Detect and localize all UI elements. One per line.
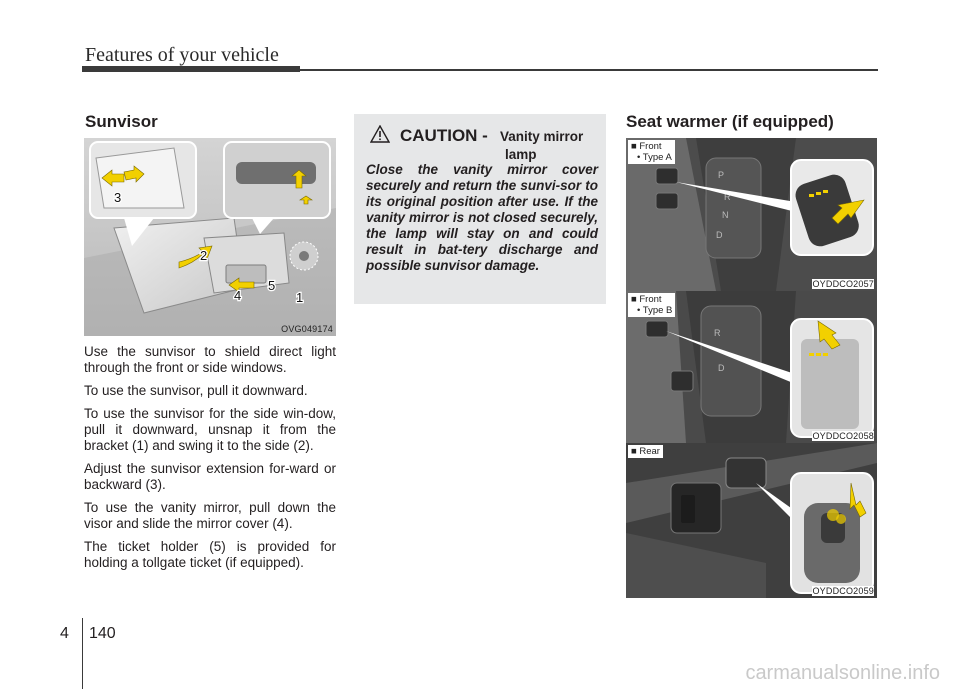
callout-3: 3 (114, 190, 122, 205)
figure-label (628, 293, 675, 317)
seat-warmer-heading: Seat warmer (if equipped) (626, 112, 834, 131)
paragraph: Adjust the sunvisor extension for-ward or backward (3). (84, 461, 336, 492)
header-rule-thin (300, 69, 878, 71)
caution-subject-line2: lamp (505, 147, 537, 162)
figure-code: OYDDCO2057 (812, 279, 874, 289)
sunvisor-heading: Sunvisor (85, 112, 158, 131)
sunvisor-illustration (84, 138, 336, 336)
page-header-title: Features of your vehicle (85, 44, 279, 66)
sunvisor-body-text (84, 344, 336, 578)
figure-label-line2: • Type B (637, 305, 673, 316)
figure-code: OYDDCO2058 (812, 431, 874, 441)
warning-triangle-icon (370, 125, 390, 143)
door-panel-drawing (626, 443, 877, 598)
paragraph: To use the sunvisor for the side win-dow, pull it downward, unsnap it from the bracket (1) and swing it to the side (2). (84, 406, 336, 453)
caution-label: CAUTION - (400, 126, 488, 145)
footer-divider (82, 618, 83, 689)
figure-label (628, 445, 663, 458)
callout-1: 1 (296, 290, 304, 305)
callout-2: 2 (200, 248, 208, 263)
caution-subject-line1: Vanity mirror (500, 129, 584, 144)
seat-warmer-front-type-b-image (626, 291, 877, 443)
header-rule-thick (82, 66, 300, 72)
paragraph: To use the sunvisor, pull it downward. (84, 383, 308, 398)
sunvisor-drawing (84, 138, 336, 336)
seat-warmer-rear-image (626, 443, 877, 598)
chapter-number: 4 (60, 625, 69, 642)
callout-5: 5 (268, 278, 276, 293)
figure-label (628, 140, 675, 164)
svg-text:D: D (716, 230, 723, 240)
callout-4: 4 (234, 288, 242, 303)
svg-text:N: N (722, 210, 729, 220)
paragraph: The ticket holder (5) is provided for holding a tollgate ticket (if equipped). (84, 539, 336, 570)
seat-warmer-front-type-a-image (626, 138, 877, 291)
figure-label-line2: • Type A (637, 152, 672, 163)
sunvisor-figure-code: OVG049174 (281, 324, 333, 334)
figure-code: OYDDCO2059 (812, 586, 874, 596)
svg-text:P: P (718, 170, 725, 180)
caution-body-text: Close the vanity mirror cover securely and return the sunvi-sor to its original position after use. If the vanity mirror is not closed securely, the lamp will stay on and could result in bat-tery discharge and possible sunvisor damage. (366, 162, 598, 273)
paragraph: Use the sunvisor to shield direct light through the front or side windows. (84, 344, 336, 375)
figure-label-line1: ■ Front (631, 141, 662, 152)
svg-text:R: R (714, 328, 721, 338)
watermark: carmanualsonline.info (745, 662, 940, 684)
figure-label-line1: ■ Front (631, 294, 662, 305)
figure-label-line1: ■ Rear (631, 446, 660, 457)
page-number: 140 (89, 625, 116, 642)
svg-text:R: R (724, 192, 731, 202)
svg-text:D: D (718, 363, 725, 373)
paragraph: To use the vanity mirror, pull down the visor and slide the mirror cover (4). (84, 500, 336, 531)
caution-box (354, 114, 606, 304)
